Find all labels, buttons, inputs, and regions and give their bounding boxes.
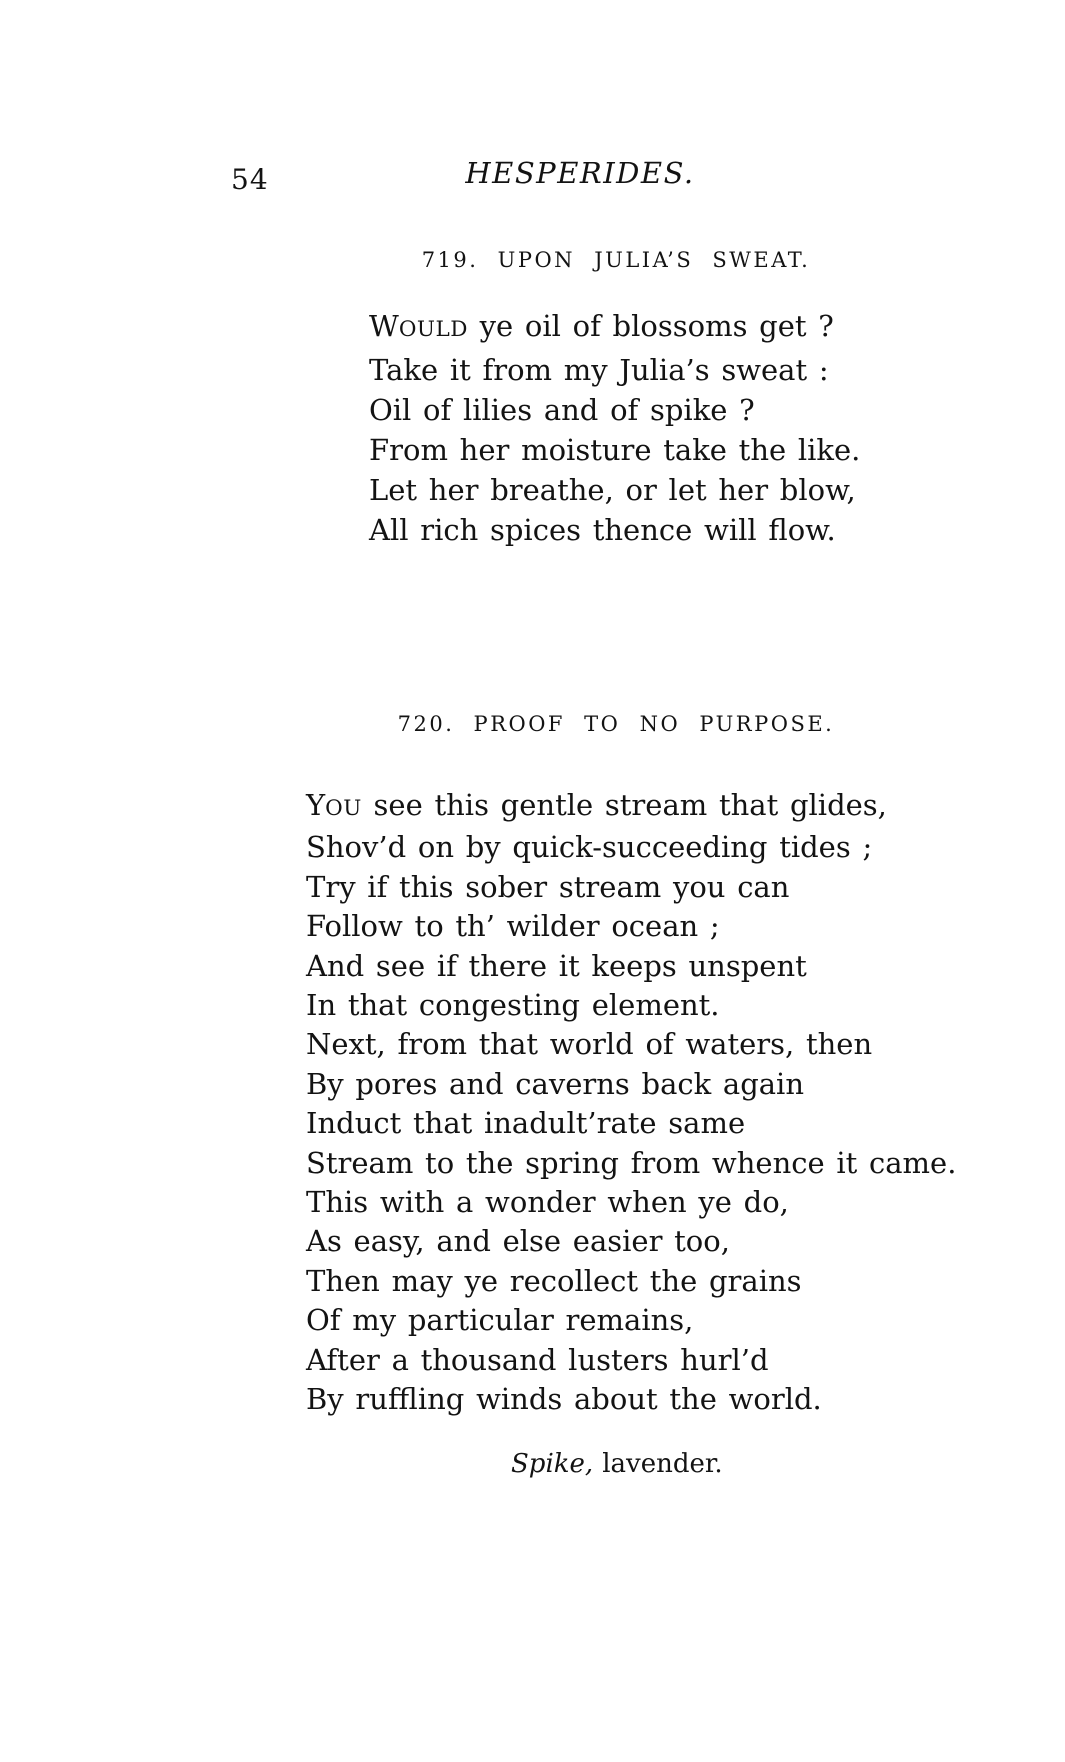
poem-719-title: 719. UPON JULIA’S SWEAT. <box>421 248 811 272</box>
page-number: 54 <box>231 163 269 196</box>
opening-initial: W <box>369 309 399 343</box>
poem-719-body <box>369 306 860 550</box>
poem-line: Induct that inadult’rate same <box>306 1106 746 1141</box>
footnote <box>511 1449 723 1479</box>
footnote-definition: lavender. <box>602 1449 723 1479</box>
footnote-term: Spike, <box>511 1449 594 1479</box>
poem-line: Stream to the spring from whence it came. <box>306 1145 957 1180</box>
poem-720-title: 720. PROOF TO NO PURPOSE. <box>397 712 835 736</box>
poem-line: Then may ye recollect the grains <box>306 1263 802 1298</box>
opening-initial: Y <box>306 788 326 822</box>
poem-line: After a thousand lusters hurl’d <box>306 1342 769 1377</box>
poem-line: From her moisture take the like. <box>369 433 861 467</box>
poem-line: All rich spices thence will flow. <box>369 513 836 547</box>
poem-line: By ruffling winds about the world. <box>306 1382 822 1417</box>
poem-line: Shov’d on by quick-succeeding tides ; <box>306 830 873 865</box>
poem-line: Follow to th’ wilder ocean ; <box>306 909 720 944</box>
poem-720-body <box>306 786 956 1420</box>
poem-line: In that congesting element. <box>306 988 720 1023</box>
poem-line: YOU see this gentle stream that glides, <box>306 788 887 822</box>
poem-line: Try if this sober stream you can <box>306 869 790 904</box>
poem-line: Of my particular remains, <box>306 1303 694 1338</box>
poem-line: Let her breathe, or let her blow, <box>369 473 856 507</box>
opening-small-caps: OU <box>325 796 362 821</box>
poem-line: This with a wonder when ye do, <box>306 1185 789 1220</box>
poem-line: Take it from my Julia’s sweat : <box>369 353 829 387</box>
running-title: HESPERIDES. <box>465 156 695 190</box>
poem-line: Next, from that world of waters, then <box>306 1027 873 1062</box>
opening-small-caps: OULD <box>398 317 468 342</box>
poem-line: By pores and caverns back again <box>306 1066 805 1101</box>
poem-line: As easy, and else easier too, <box>306 1224 730 1259</box>
poem-line: And see if there it keeps unspent <box>306 948 807 983</box>
poem-line: WOULD ye oil of blossoms get ? <box>369 309 834 343</box>
poem-line: Oil of lilies and of spike ? <box>369 393 755 427</box>
